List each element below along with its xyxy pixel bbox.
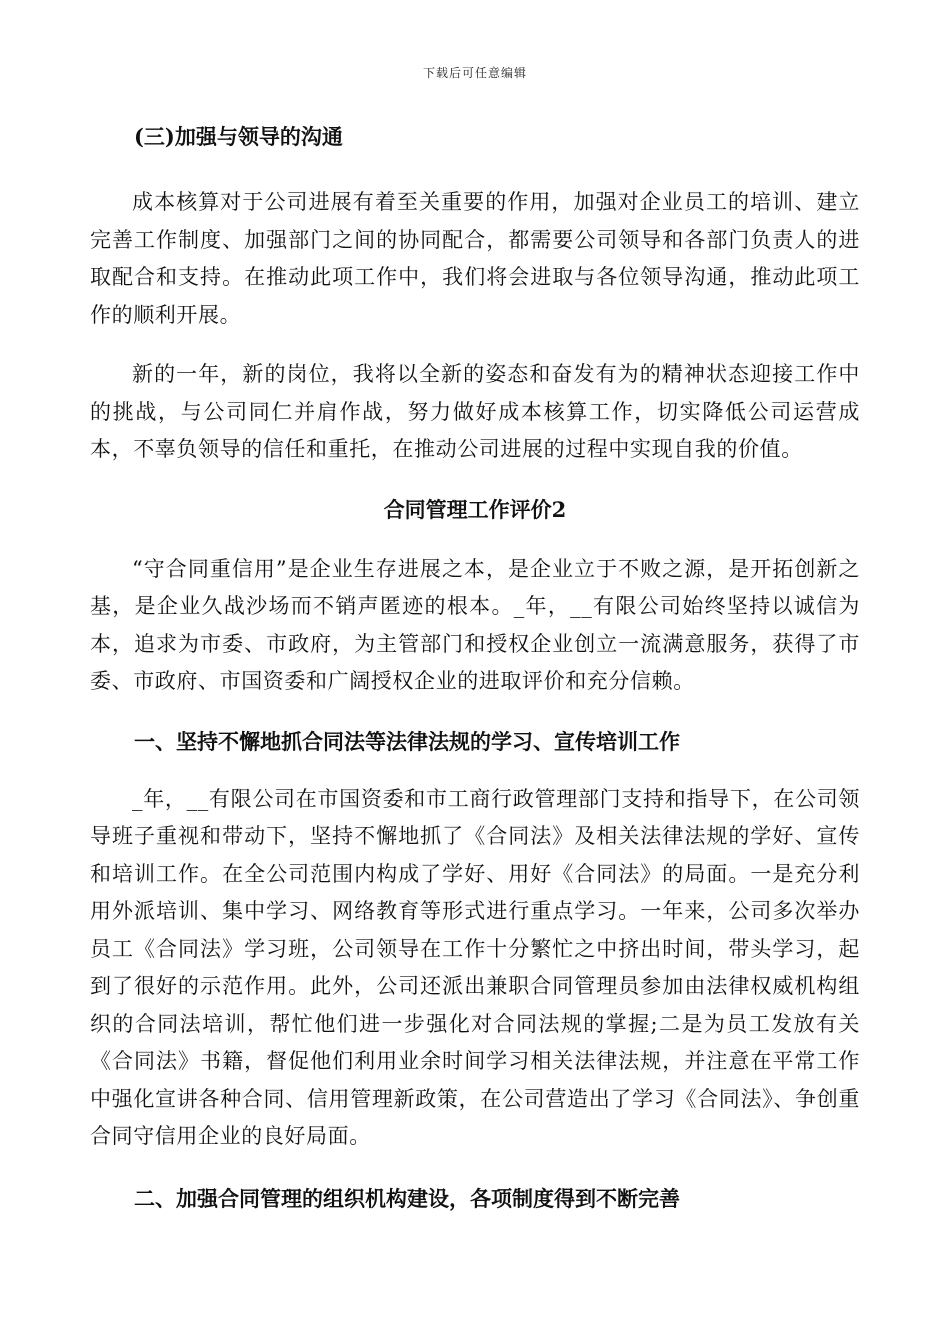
header-note: 下载后可任意编辑 <box>422 66 527 80</box>
paragraph-new-year: 新的一年，新的岗位，我将以全新的姿态和奋发有为的精神状态迎接工作中的挑战，与公司同仁并肩作战，努力做好成本核算工作，切实降低公司运营成本，不辜负领导的信任和重托，在推动公司进展的过程中实现自我的价值。 <box>90 362 860 461</box>
paragraph-law-study: _年，__有限公司在市国资委和市工商行政管理部门支持和指导下，在公司领导班子重视和带动下，坚持不懈地抓了《合同法》及相关法律法规的学好、宣传和培训工作。在全公司范围内构成了学好、用好《合同法》的局面。一是充分利用外派培训、集中学习、网络教育等形式进行重点学习。一年来，公司多次举办员工《合同法》学习班，公司领导在工作十分繁忙之中挤出时间，带头学习，起到了很好的示范作用。此外，公司还派出兼职合同管理员参加由法律权威机构组织的合同法培训，帮忙他们进一步强化对合同法规的掌握;二是为员工发放有关《合同法》书籍，督促他们利用业余时间学习相关法律法规，并注意在平常工作中强化宣讲各种合同、信用管理新政策，在公司营造出了学习《合同法》、争创重合同守信用企业的良好局面。 <box>90 786 860 1148</box>
paragraph-credit-intro: “守合同重信用”是企业生存进展之本，是企业立于不败之源，是开拓创新之基，是企业久战沙场而不销声匿迹的根本。_年，__有限公司始终坚持以诚信为本，追求为市委、市政府，为主管部门和授权企业创立一流满意服务，获得了市委、市政府、市国资委和广阔授权企业的进取评价和充分信赖。 <box>90 556 860 693</box>
section-heading-organization: 二、加强合同管理的组织机构建设，各项制度得到不断完善 <box>134 1185 680 1211</box>
section-heading-law-study: 一、坚持不懈地抓合同法等法律法规的学习、宣传培训工作 <box>134 728 680 754</box>
paragraph-cost-accounting: 成本核算对于公司进展有着至关重要的作用，加强对企业员工的培训、建立完善工作制度、加强部门之间的协同配合，都需要公司领导和各部门负责人的进取配合和支持。在推动此项工作中，我们将会进取与各位领导沟通，推动此项工作的顺利开展。 <box>90 190 860 327</box>
section-heading-communication: (三)加强与领导的沟通 <box>134 124 343 149</box>
document-title: 合同管理工作评价2 <box>383 496 567 522</box>
document-body <box>90 118 860 1218</box>
